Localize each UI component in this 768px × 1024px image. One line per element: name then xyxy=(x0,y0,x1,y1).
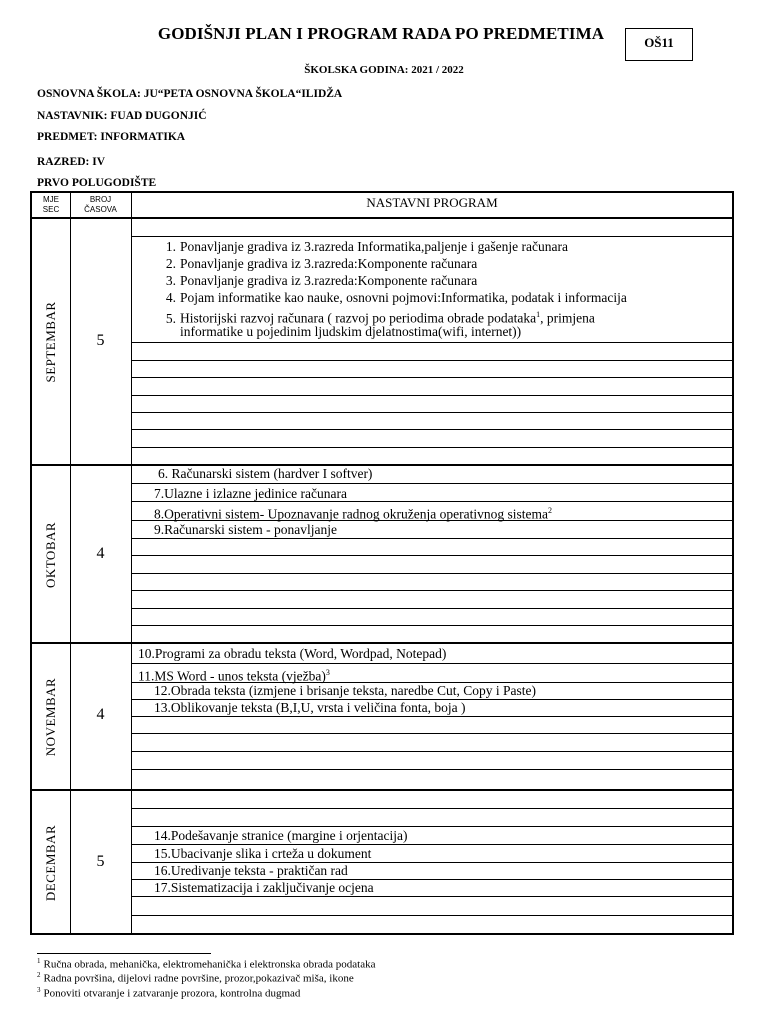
list-item: 5. Historijski razvoj računara ( razvoj po periodima obrade podataka$^1$, primjena xyxy=(165,310,595,326)
list-item: 12.Obrada teksta (izmjene i brisanje teksta, naredbe Cut, Copy i Paste) xyxy=(154,683,537,698)
list-item: 2. Ponavljanje gradiva iz 3.razreda:Komponente računara xyxy=(165,256,478,271)
list-item: 6. Računarski sistem (hardver I softver) xyxy=(158,466,373,481)
list-item: 11.MS Word - unos teksta (vježba)$^3$ xyxy=(138,668,330,684)
hours-count: 5 xyxy=(96,332,105,349)
plan-table xyxy=(30,191,734,935)
footnote: $^2$ Radna površina, dijelovi radne površine, prozor,pokazivač miša, ikone xyxy=(37,971,354,985)
list-item: 17.Sistematizacija i zaključivanje ocjena xyxy=(154,880,374,895)
header-month: MJE SEC xyxy=(42,195,60,214)
grade: RAZRED: IV xyxy=(37,156,106,168)
document-title: GODIŠNJI PLAN I PROGRAM RADA PO PREDMETIMA xyxy=(157,24,605,43)
month-divider xyxy=(32,789,732,791)
list-item: 15.Ubacivanje slika i crteža u dokument xyxy=(154,846,372,861)
list-item: 8.Operativni sistem- Upoznavanje radnog okruženja operativnog sistema$^2$ xyxy=(154,506,553,522)
month-label: NOVEMBAR xyxy=(43,677,58,757)
list-item: 9.Računarski sistem - ponavljanje xyxy=(154,522,337,537)
school-year: ŠKOLSKA GODINA: 2021 / 2022 xyxy=(304,64,464,76)
footnote-separator xyxy=(37,953,211,954)
header-program: NASTAVNI PROGRAM xyxy=(366,195,498,210)
hours-count: 4 xyxy=(96,545,105,562)
list-item-continuation: informatike u pojedinim ljudskim djelatnostima(wifi, internet)) xyxy=(180,324,522,339)
list-item: 14.Podešavanje stranice (margine i orjentacija) xyxy=(154,828,408,843)
month-label: OKTOBAR xyxy=(43,521,58,588)
column-divider xyxy=(131,193,132,933)
list-item: 3. Ponavljanje gradiva iz 3.razreda:Komponente računara xyxy=(165,273,478,288)
header-divider xyxy=(32,217,732,219)
header-hours: BROJ ČASOVA xyxy=(84,195,117,214)
form-code-box: OŠ11 xyxy=(625,28,693,61)
list-item: 10.Programi za obradu teksta (Word, Wordpad, Notepad) xyxy=(138,646,447,661)
list-item: 4. Pojam informatike kao nauke, osnovni pojmovi:Informatika, podatak i informacija xyxy=(165,290,627,305)
list-item: 16.Uredivanje teksta - praktičan rad xyxy=(154,863,348,878)
hours-count: 4 xyxy=(96,706,105,723)
semester: PRVO POLUGODIŠTE xyxy=(37,177,157,189)
month-divider xyxy=(32,464,732,466)
list-item: 1. Ponavljanje gradiva iz 3.razreda Informatika,paljenje i gašenje računara xyxy=(165,239,568,254)
month-divider xyxy=(32,642,732,644)
list-item: 7.Ulazne i izlazne jedinice računara xyxy=(154,486,348,501)
teacher-name: NASTAVNIK: FUAD DUGONJIĆ xyxy=(37,110,207,122)
column-divider xyxy=(70,193,71,933)
month-label: DECEMBAR xyxy=(43,824,58,902)
month-label: SEPTEMBAR xyxy=(43,301,58,383)
list-item: 13.Oblikovanje teksta (B,I,U, vrsta i veličina fonta, boja ) xyxy=(154,700,466,715)
hours-count: 5 xyxy=(96,853,105,870)
footnote: $^1$ Ručna obrada, mehanička, elektromehanička i elektronska obrada podataka xyxy=(37,957,376,971)
school-name: OSNOVNA ŠKOLA: JU“PETA OSNOVNA ŠKOLA“ILIDŽA xyxy=(37,88,343,100)
footnote: $^3$ Ponoviti otvaranje i zatvaranje prozora, kontrolna dugmad xyxy=(37,986,301,1000)
subject-name: PREDMET: INFORMATIKA xyxy=(37,131,186,143)
